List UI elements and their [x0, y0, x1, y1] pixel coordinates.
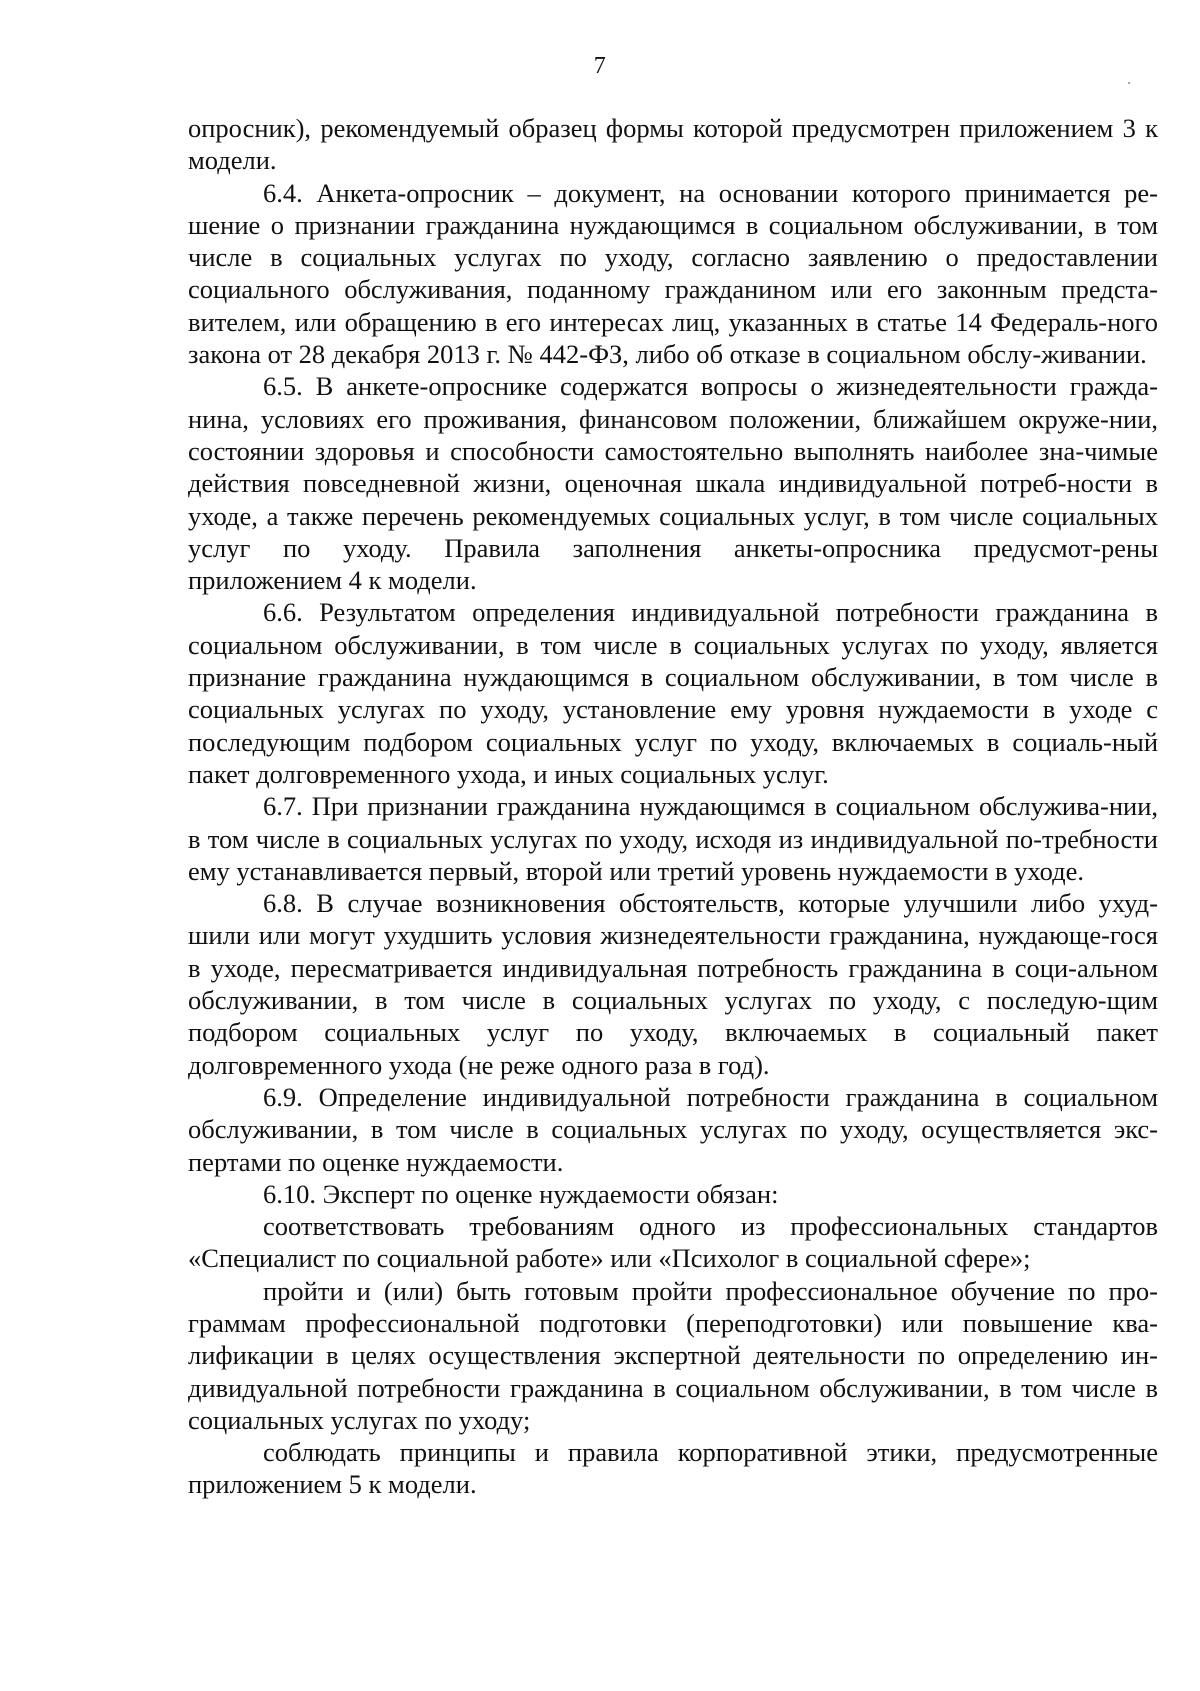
- duty-item-ethics: соблюдать принципы и правила корпоративной этики, предусмотренные приложением 5 к модели.: [188, 1437, 1158, 1500]
- paragraph-6-8: 6.8. В случае возникновения обстоятельств, которые улучшили либо ухуд-шили или могут ухудшить условия жизнедеятельности гражданина, нуждающе-гося в уходе, пересматривается индивидуальная потребность гражданина в соци-альном обслуживании, в том числе в социальных услугах по уходу, с последую-щим подбором социальных услуг по уходу, включаемых в социальный пакет долговременного ухода (не реже одного раза в год).: [188, 888, 1158, 1080]
- document-body: [188, 112, 1158, 1501]
- paragraph-6-10: 6.10. Эксперт по оценке нуждаемости обязан:: [263, 1178, 779, 1209]
- paragraph-6-6: 6.6. Результатом определения индивидуальной потребности гражданина в социальном обслуживании, в том числе в социальных услугах по уходу, является признание гражданина нуждающимся в социальном обслуживании, в том числе в социальных услугах по уходу, установление ему уровня нуждаемости в уходе с последующим подбором социальных услуг по уходу, включаемых в социаль-ный пакет долговременного ухода, и иных социальных услуг.: [188, 597, 1158, 789]
- paragraph-6-7: 6.7. При признании гражданина нуждающимся в социальном обслужива-нии, в том числе в социальных услугах по уходу, исходя из индивидуальной по-требности ему устанавливается первый, второй или третий уровень нуждаемости в уходе.: [188, 791, 1158, 886]
- page-number: 7: [593, 53, 607, 79]
- duty-item-training: пройти и (или) быть готовым пройти профессиональное обучение по про-граммам профессиональной подготовки (переподготовки) или повышение ква-лификации в целях осуществления экспертной деятельности по определению ин-дивидуальной потребности гражданина в социальном обслуживании, в том числе в социальных услугах по уходу;: [188, 1275, 1158, 1435]
- paragraph-6-9: 6.9. Определение индивидуальной потребности гражданина в социальном обслуживании, в том числе в социальных услугах по уходу, осуществляется экс-пертами по оценке нуждаемости.: [188, 1081, 1158, 1177]
- scan-speck: [1128, 82, 1130, 84]
- paragraph-6-4: 6.4. Анкета-опросник – документ, на основании которого принимается ре-шение о признании гражданина нуждающимся в социальном обслуживании, в том числе в социальных услугах по уходу, согласно заявлению о предоставлении социального обслуживания, поданному гражданином или его законным предста-вителем, или обращению в его интересах лиц, указанных в статье 14 Федераль-ного закона от 28 декабря 2013 г. № 442-ФЗ, либо об отказе в социальном обслу-живании.: [188, 177, 1158, 370]
- paragraph-continuation: опросник), рекомендуемый образец формы которой предусмотрен приложением 3 к модели.: [188, 113, 1158, 176]
- paragraph-6-5: 6.5. В анкете-опроснике содержатся вопросы о жизнедеятельности гражда-нина, условиях его проживания, финансовом положении, ближайшем окруже-нии, состоянии здоровья и способности самостоятельно выполнять наиболее зна-чимые действия повседневной жизни, оценочная шкала индивидуальной потреб-ности в уходе, а также перечень рекомендуемых социальных услуг, в том числе социальных услуг по уходу. Правила заполнения анкеты-опросника предусмот-рены приложением 4 к модели.: [188, 371, 1158, 596]
- duty-item-standards: соответствовать требованиям одного из профессиональных стандартов «Специалист по социальной работе» или «Психолог в социальной сфере»;: [188, 1211, 1158, 1274]
